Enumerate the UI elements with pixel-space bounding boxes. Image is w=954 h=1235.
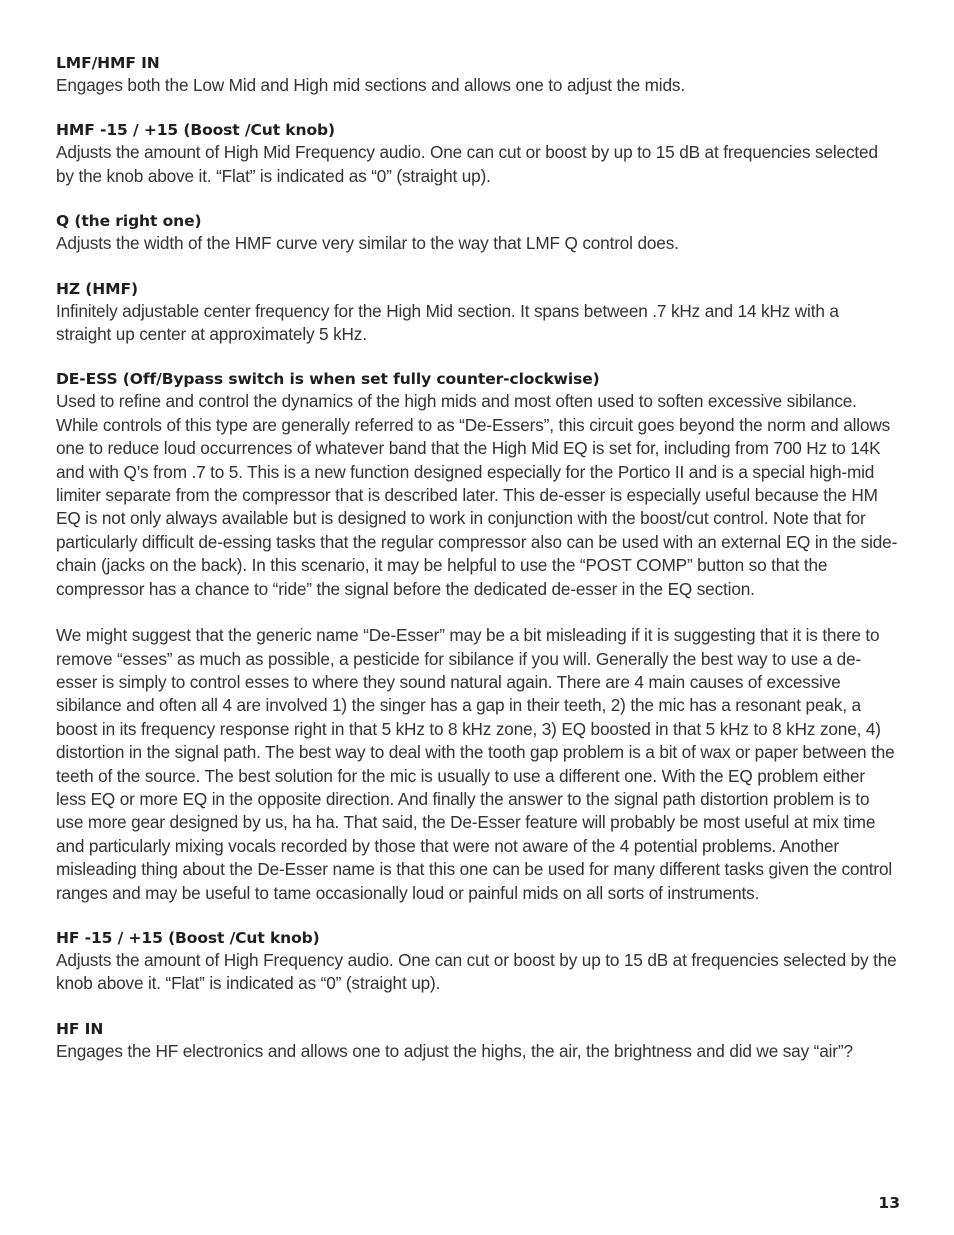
section-de-ess xyxy=(56,368,898,905)
section-hf-boost-cut xyxy=(56,927,898,996)
section-paragraph: Adjusts the amount of High Frequency audio. One can cut or boost by up to 15 dB at frequencies selected by the knob above it. “Flat” is indicated as “0” (straight up). xyxy=(56,949,897,994)
section-paragraph: We might suggest that the generic name “De-Esser” may be a bit misleading if it is suggesting that it is there to remove “esses” as much as possible, a pesticide for sibilance if you will. Generally the best way to use a de-esser is simply to control esses to where they sound natural again. There are 4 main causes of excessive sibilance and often all 4 are involved 1) the singer has a gap in their teeth, 2) the mic has a resonant peak, a boost in its frequency response right in that 5 kHz to 8 kHz zone, 3) EQ boosted in that 5 kHz to 8 kHz zone, 4) distortion in the signal path. The best way to deal with the tooth gap problem is a bit of wax or paper between the teeth of the source. The best solution for the mic is usually to use a different one. With the EQ problem either less EQ or more EQ in the opposite direction. And finally the answer to the signal path distortion problem is to use more gear designed by us, ha ha. That said, the De-Esser feature will probably be most useful at mix time and particularly mixing vocals recorded by those that were not aware of the 4 potential problems. Another misleading thing about the De-Esser name is that this one can be used for many different tasks given the control ranges and may be useful to tame occasionally loud or painful mids on all sorts of instruments. xyxy=(56,625,895,903)
section-paragraph: Adjusts the width of the HMF curve very similar to the way that LMF Q control does. xyxy=(56,233,679,254)
section-heading: LMF/HMF IN xyxy=(56,54,160,72)
section-paragraph: Infinitely adjustable center frequency for the High Mid section. It spans between .7 kHz and 14 kHz with a straight up center at approximately 5 kHz. xyxy=(56,300,839,345)
section-heading: HMF -15 / +15 (Boost /Cut knob) xyxy=(56,121,335,140)
section-paragraph: Adjusts the amount of High Mid Frequency audio. One can cut or boost by up to 15 dB at frequencies selected by the knob above it. “Flat” is indicated as “0” (straight up). xyxy=(56,142,878,186)
section-heading: HZ (HMF) xyxy=(56,279,138,298)
section-hmf-boost-cut xyxy=(56,119,898,188)
document-body xyxy=(56,52,898,1085)
page-number: 13 xyxy=(878,1194,900,1212)
section-paragraph: Engages both the Low Mid and High mid sections and allows one to adjust the mids. xyxy=(56,75,685,95)
section-paragraph: Engages the HF electronics and allows one to adjust the highs, the air, the brightness and did we say “air”? xyxy=(56,1040,853,1061)
section-heading: HF -15 / +15 (Boost /Cut knob) xyxy=(56,928,320,947)
section-q-right xyxy=(56,210,898,255)
section-heading: Q (the right one) xyxy=(56,212,202,231)
section-hz-hmf xyxy=(56,278,898,347)
section-paragraph: Used to refine and control the dynamics of the high mids and most often used to soften excessive sibilance. While controls of this type are generally referred to as “De-Essers”, this circuit goes beyond the norm and allows one to reduce loud occurrences of whatever band that the High Mid EQ is set for, including from 700 Hz to 14K and with Q’s from .7 to 5. This is a new function designed especially for the Portico II and is a special high-mid limiter separate from the compressor that is described later. This de-esser is especially useful because the HM EQ is not only always available but is designed to work in conjunction with the boost/cut control. Note that for particularly difficult de-essing tasks that the regular compressor also can be used with an external EQ in the side-chain (jacks on the back). In this scenario, it may be helpful to use the “POST COMP” button so that the compressor has a chance to “ride” the signal before the dedicated de-esser in the EQ section. xyxy=(56,391,898,599)
section-lmf-hmf-in xyxy=(56,52,898,97)
section-heading: HF IN xyxy=(56,1019,104,1038)
section-hf-in xyxy=(56,1018,898,1063)
section-heading: DE-ESS (Off/Bypass switch is when set fully counter-clockwise) xyxy=(56,370,600,389)
